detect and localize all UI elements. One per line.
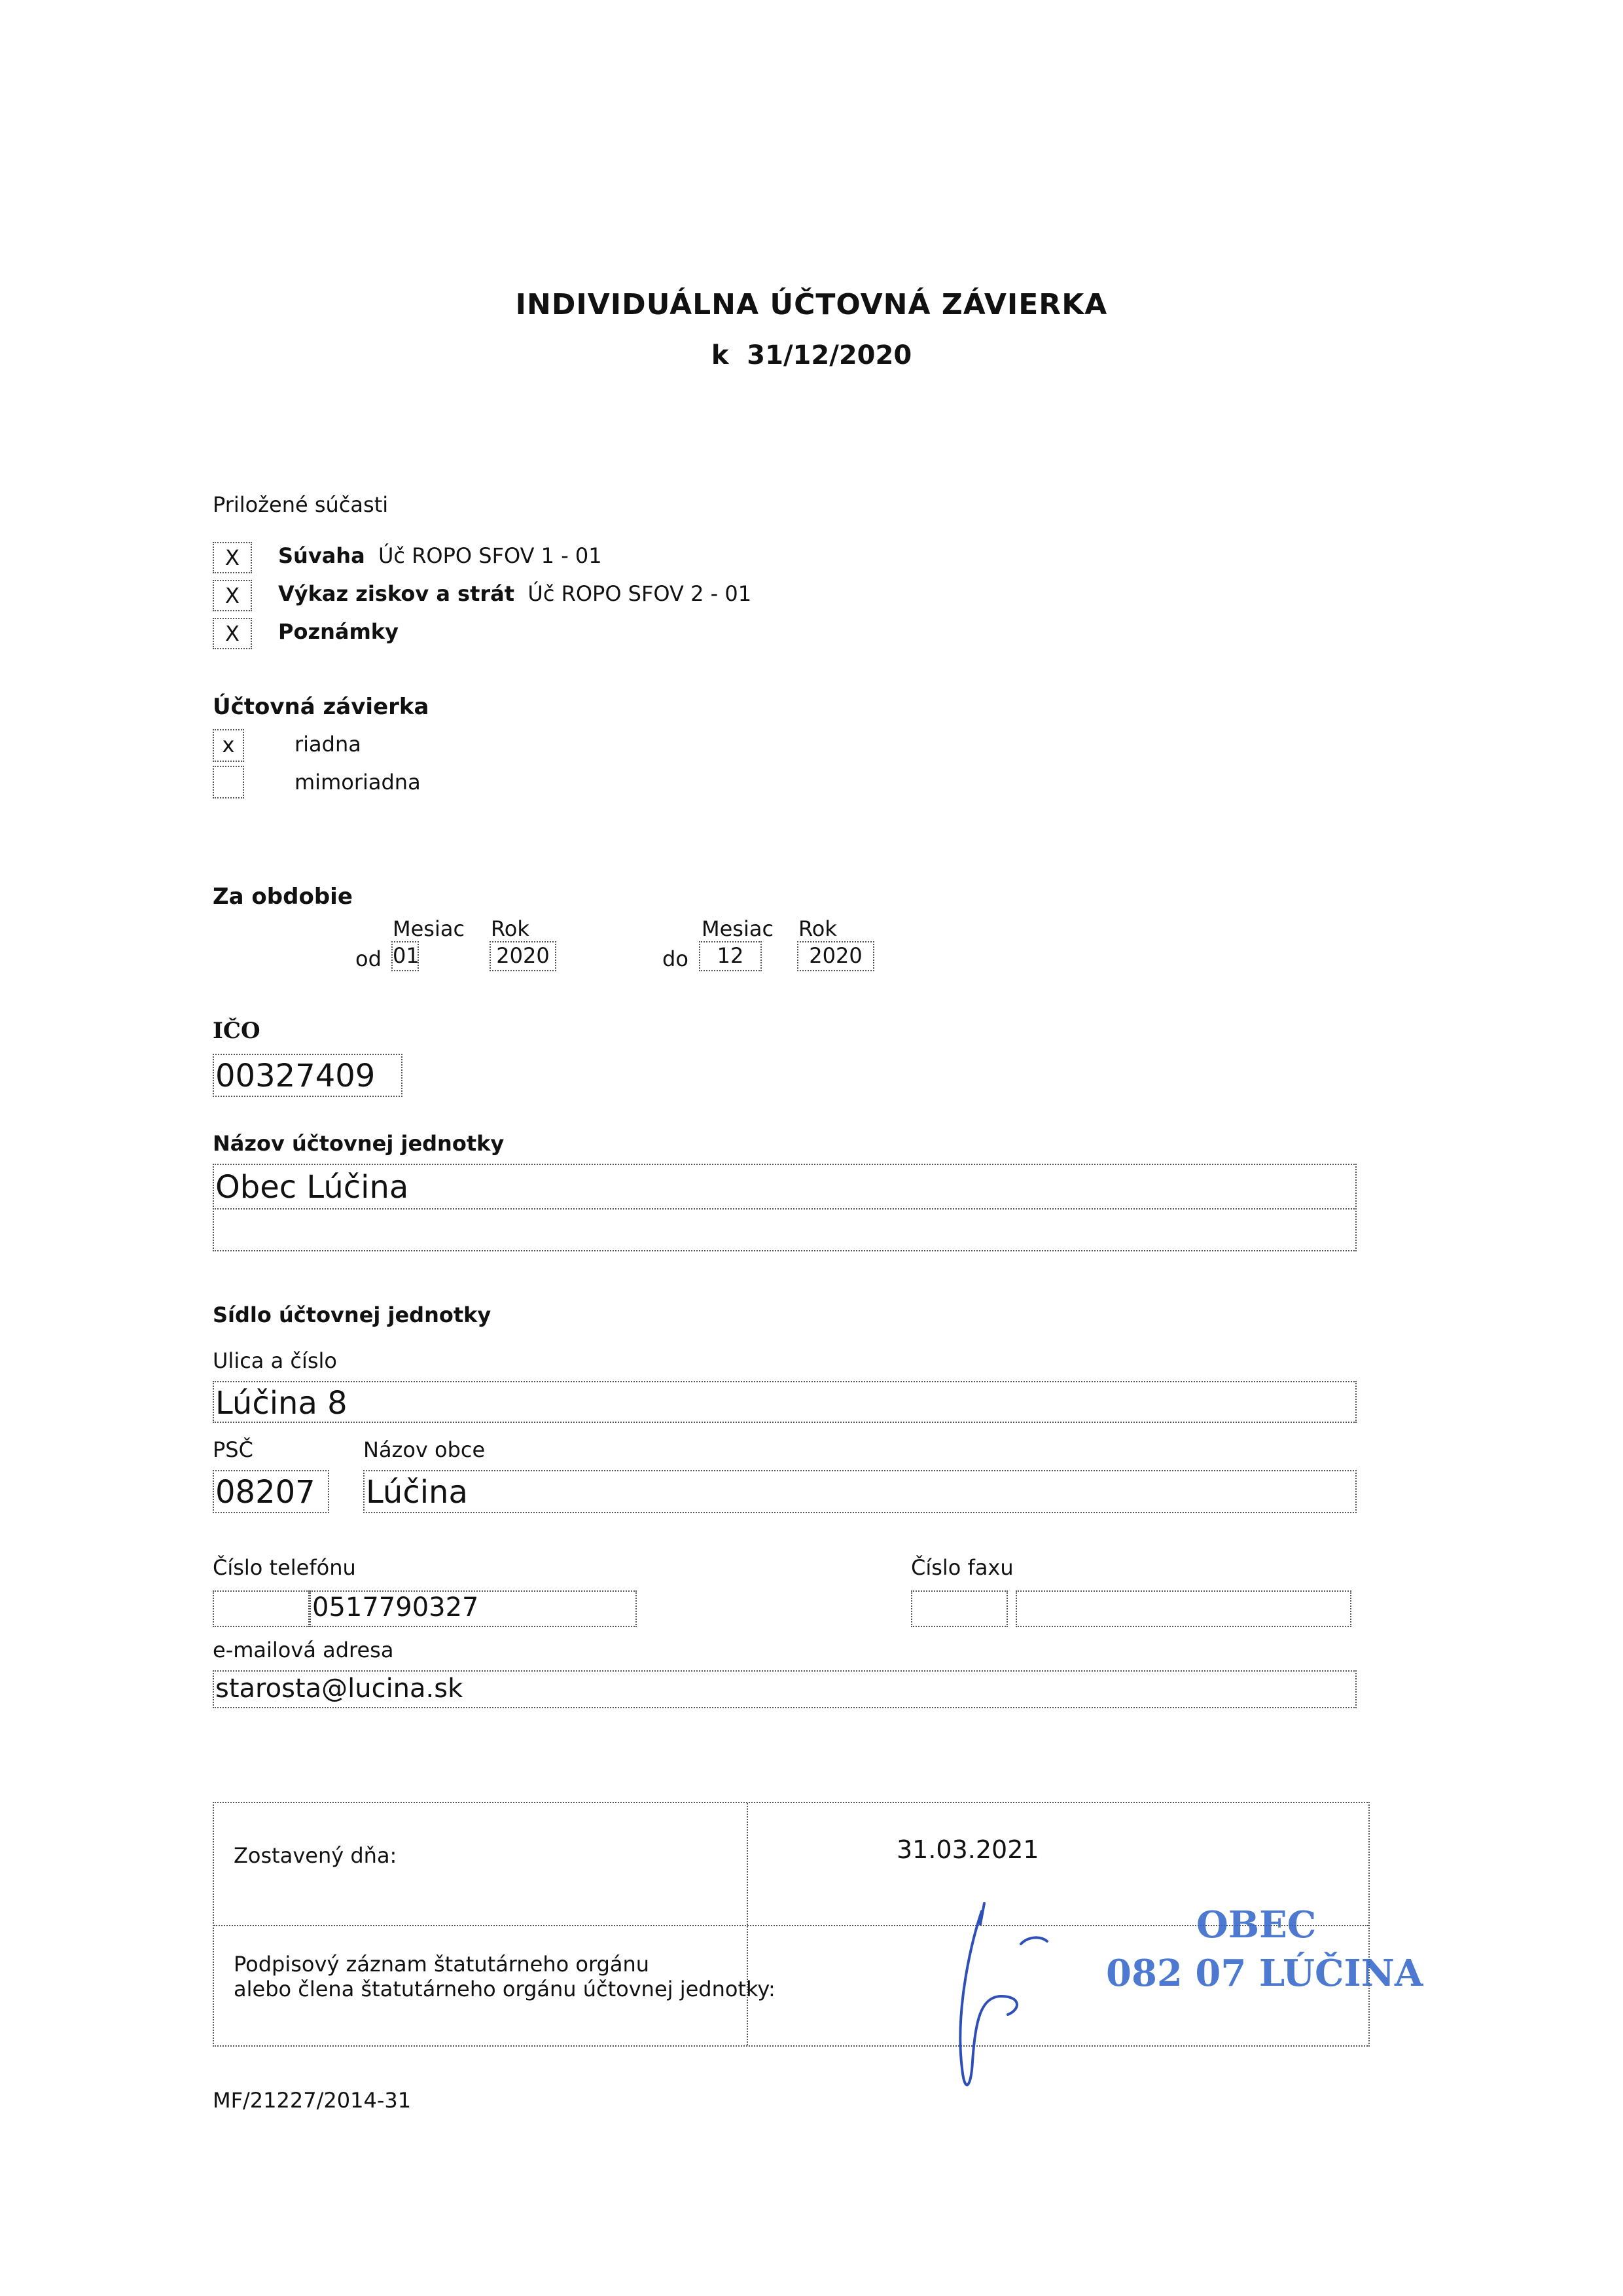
fax-prefix-field[interactable] bbox=[911, 1590, 1008, 1627]
stamp-line1: OBEC bbox=[1196, 1903, 1317, 1946]
attachments-heading: Priložené súčasti bbox=[213, 492, 389, 517]
period-to-month-label: Mesiac bbox=[702, 916, 774, 941]
attachment-item-poznamky bbox=[278, 619, 399, 644]
street-label: Ulica a číslo bbox=[213, 1348, 337, 1373]
period-from-month-field[interactable]: 01 bbox=[391, 941, 419, 971]
entity-name-label: Názov účtovnej jednotky bbox=[213, 1131, 505, 1156]
street-field[interactable]: Lúčina 8 bbox=[213, 1381, 1357, 1423]
period-to-month-field[interactable]: 12 bbox=[699, 941, 762, 971]
statement-type-label-regular: riadna bbox=[294, 732, 361, 757]
ico-field[interactable]: 00327409 bbox=[213, 1054, 402, 1097]
attachment-name: Súvaha bbox=[278, 543, 365, 568]
entity-name-field-line2[interactable] bbox=[213, 1208, 1357, 1251]
phone-field[interactable]: 0517790327 bbox=[310, 1590, 637, 1627]
attachment-checkbox-poznamky[interactable]: X bbox=[213, 618, 252, 649]
address-heading: Sídlo účtovnej jednotky bbox=[213, 1302, 491, 1327]
email-label: e-mailová adresa bbox=[213, 1638, 394, 1662]
period-from-year-label: Rok bbox=[491, 916, 529, 941]
fax-label: Číslo faxu bbox=[911, 1555, 1014, 1580]
attachment-checkbox-vykaz[interactable]: X bbox=[213, 580, 252, 611]
period-from-month-label: Mesiac bbox=[393, 916, 465, 941]
signature-table-column-divider bbox=[747, 1803, 748, 2045]
attachment-code: Úč ROPO SFOV 2 - 01 bbox=[527, 581, 752, 606]
psc-label: PSČ bbox=[213, 1437, 253, 1462]
period-to-label: do bbox=[662, 946, 688, 971]
stamp-line2: 082 07 LÚČINA bbox=[1106, 1952, 1423, 1995]
phone-prefix-field[interactable] bbox=[213, 1590, 310, 1627]
period-heading: Za obdobie bbox=[213, 884, 353, 910]
document-date: k 31/12/2020 bbox=[711, 340, 912, 370]
compiled-date-label: Zostavený dňa: bbox=[234, 1843, 397, 1868]
attachment-name: Poznámky bbox=[278, 619, 399, 644]
period-from-year-field[interactable]: 2020 bbox=[490, 941, 556, 971]
phone-label: Číslo telefónu bbox=[213, 1555, 356, 1580]
ico-label: IČO bbox=[213, 1018, 260, 1044]
statement-type-label-extraordinary: mimoriadna bbox=[294, 770, 421, 795]
statement-type-heading: Účtovná závierka bbox=[213, 694, 429, 720]
period-to-year-field[interactable]: 2020 bbox=[797, 941, 874, 971]
attachment-name: Výkaz ziskov a strát bbox=[278, 581, 515, 606]
city-label: Názov obce bbox=[363, 1437, 486, 1462]
attachment-item-suvaha bbox=[278, 543, 602, 568]
compiled-date-value: 31.03.2021 bbox=[897, 1835, 1039, 1864]
psc-field[interactable]: 08207 bbox=[213, 1470, 329, 1513]
footer-code: MF/21227/2014-31 bbox=[213, 2088, 412, 2113]
attachment-item-vykaz bbox=[278, 581, 751, 606]
signature-label-line1: Podpisový záznam štatutárneho orgánu bbox=[234, 1952, 650, 1977]
fax-field[interactable] bbox=[1016, 1590, 1351, 1627]
attachment-code: Úč ROPO SFOV 1 - 01 bbox=[378, 543, 602, 568]
statement-type-checkbox-extraordinary[interactable] bbox=[213, 766, 244, 798]
handwritten-signature bbox=[942, 1898, 1073, 2101]
city-field[interactable]: Lúčina bbox=[363, 1470, 1357, 1513]
attachment-checkbox-suvaha[interactable]: X bbox=[213, 542, 252, 573]
email-field[interactable]: starosta@lucina.sk bbox=[213, 1670, 1357, 1708]
period-to-year-label: Rok bbox=[798, 916, 837, 941]
signature-table-divider bbox=[214, 1925, 1368, 1926]
signature-label-line2: alebo člena štatutárneho orgánu účtovnej jednotky: bbox=[234, 1977, 776, 2001]
statement-type-checkbox-regular[interactable]: x bbox=[213, 729, 244, 762]
period-from-label: od bbox=[355, 946, 382, 971]
document-title: INDIVIDUÁLNA ÚČTOVNÁ ZÁVIERKA bbox=[515, 288, 1108, 321]
entity-name-field-line1[interactable]: Obec Lúčina bbox=[213, 1164, 1357, 1210]
